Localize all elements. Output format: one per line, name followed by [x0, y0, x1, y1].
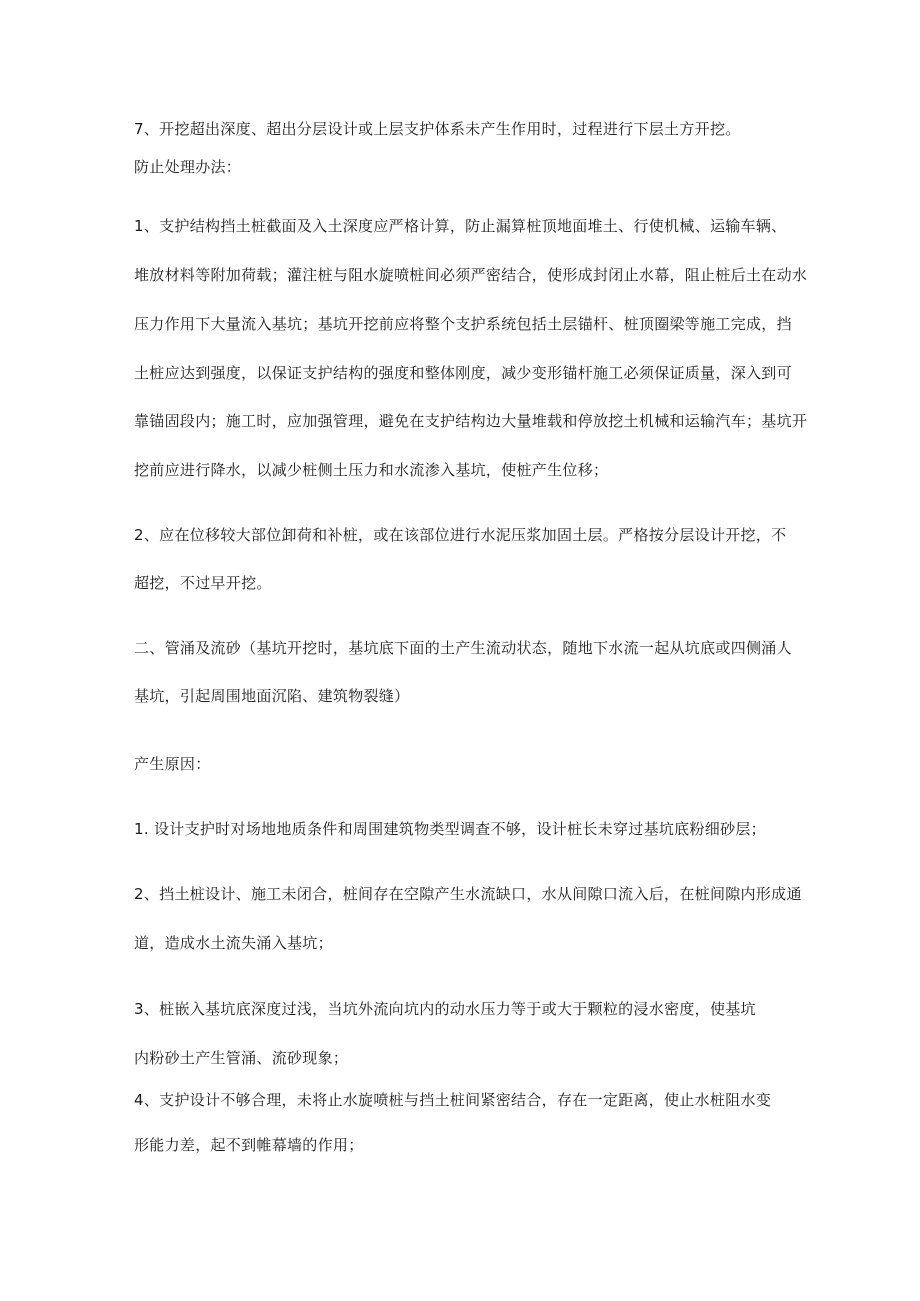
text-line: 土桩应达到强度，以保证支护结构的强度和整体刚度，减少变形锚杆施工必须保证质量，深入到可	[134, 364, 792, 382]
text-line: 超挖，不过早开挖。	[134, 574, 272, 592]
text-line: 二、管涌及流砂（基坑开挖时，基坑底下面的土产生流动状态，随地下水流一起从坑底或四侧涌人	[134, 639, 792, 657]
text-line: 防止处理办法：	[134, 158, 242, 176]
text-line: 内粉砂土产生管涌、流砂现象；	[134, 1049, 349, 1067]
text-line: 2、应在位移较大部位卸荷和补桩，或在该部位进行水泥压浆加固土层。严格按分层设计开挖，不	[134, 526, 787, 544]
text-line: 形能力差，起不到帷幕墙的作用；	[134, 1136, 364, 1154]
text-line: 道，造成水土流失涌入基坑；	[134, 934, 333, 952]
text-line: 挖前应进行降水，以减少桩侧土压力和水流渗入基坑，使桩产生位移；	[134, 461, 609, 479]
text-line: 2、挡土桩设计、施工未闭合，桩间存在空隙产生水流缺口，水从间隙口流入后，在桩间隙内形成通	[134, 885, 802, 903]
text-line: 7、开挖超出深度、超出分层设计或上层支护体系未产生作用时，过程进行下层土方开挖。	[134, 120, 741, 138]
text-line: 1、支护结构挡土桩截面及入土深度应严格计算，防止漏算桩顶地面堆土、行使机械、运输车辆、	[134, 217, 787, 235]
text-line: 堆放材料等附加荷载；灌注桩与阻水旋喷桩间必须严密结合，使形成封闭止水幕，阻止桩后土在动水	[134, 266, 808, 284]
text-line: 1. 设计支护时对场地地质条件和周围建筑物类型调查不够，设计桩长未穿过基坑底粉细砂层；	[134, 820, 766, 838]
text-line: 3、桩嵌入基坑底深度过浅，当坑外流向坑内的动水压力等于或大于颗粒的浸水密度，使基坑	[134, 1000, 756, 1018]
text-line: 靠锚固段内；施工时，应加强管理，避免在支护结构边大量堆载和停放挖土机械和运输汽车；基坑开	[134, 412, 808, 430]
text-line: 4、支护设计不够合理，未将止水旋喷桩与挡土桩间紧密结合，存在一定距离，使止水桩阻水变	[134, 1091, 772, 1109]
text-line: 压力作用下大量流入基坑；基坑开挖前应将整个支护系统包括土层锚杆、桩顶圈梁等施工完成，挡	[134, 315, 792, 333]
text-line: 基坑，引起周围地面沉陷、建筑物裂缝）	[134, 687, 410, 705]
text-line: 产生原因：	[134, 755, 211, 773]
